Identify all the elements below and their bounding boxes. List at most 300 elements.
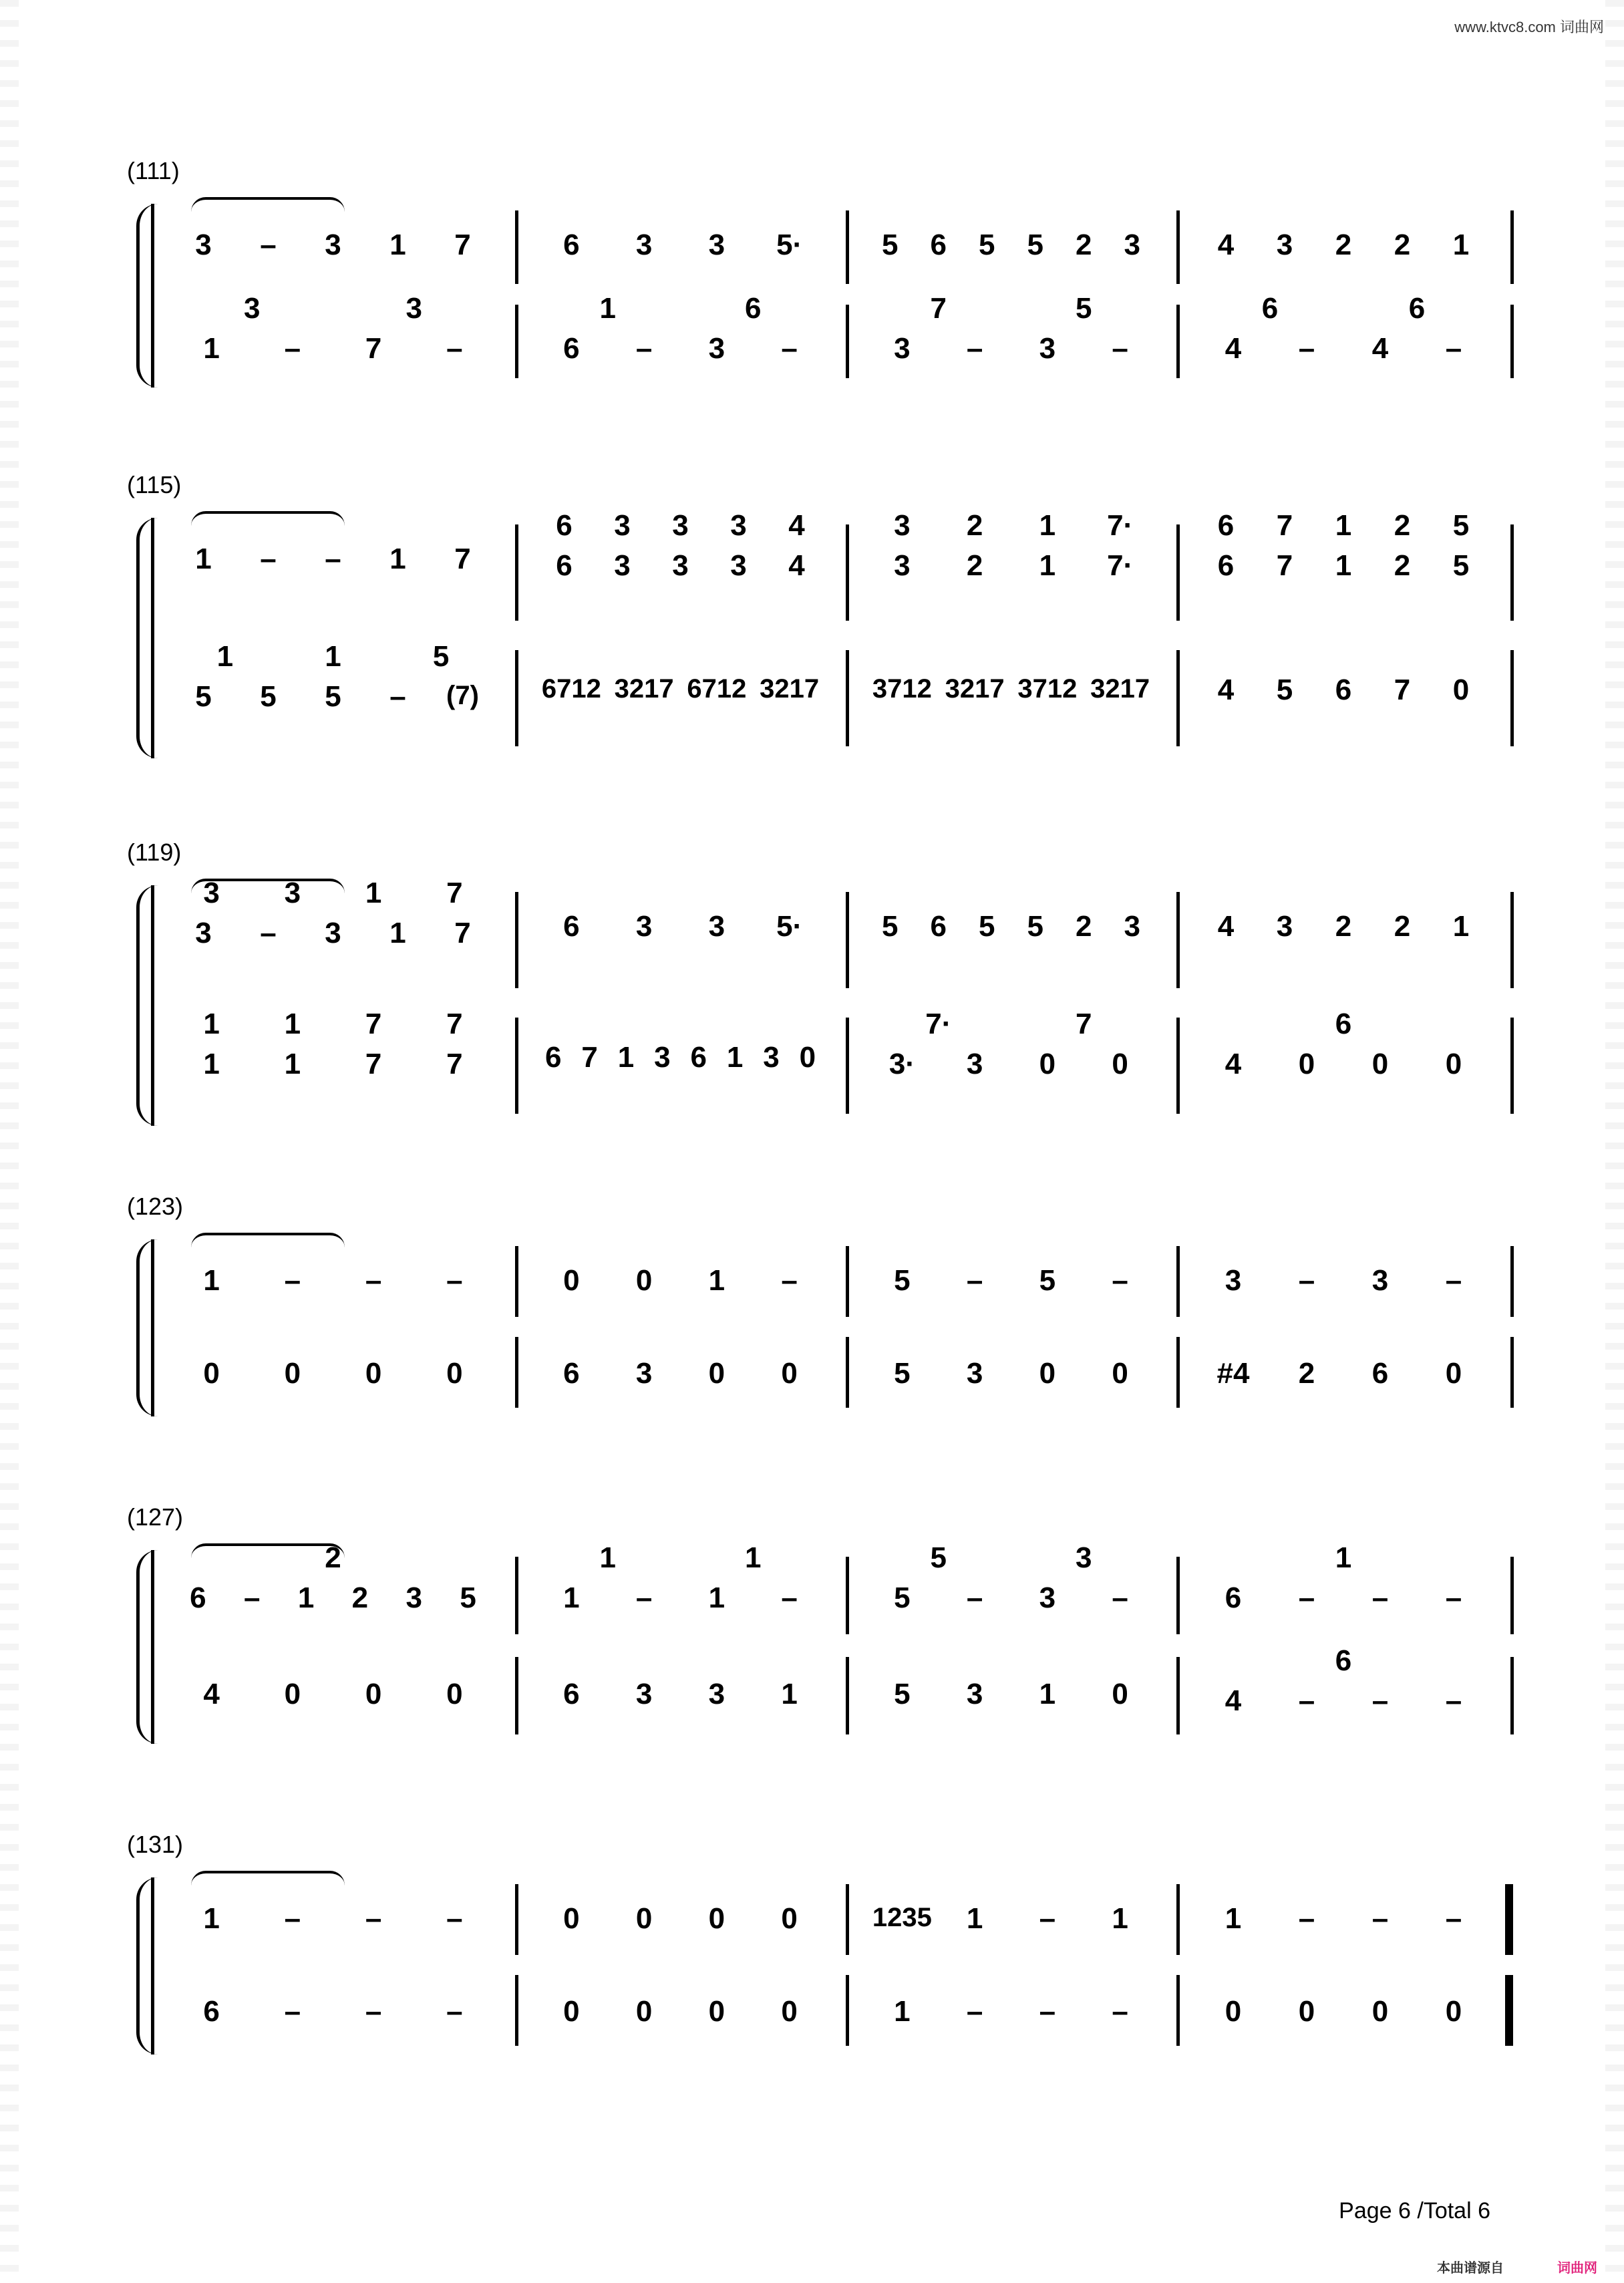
- left-margin-strip: [0, 0, 19, 2283]
- note: –: [1112, 1581, 1128, 1614]
- grand-staff: [151, 1541, 1510, 1744]
- note: 5: [894, 1678, 911, 1710]
- note: 0: [781, 1357, 798, 1390]
- system-barline: [151, 204, 154, 388]
- note: 3·: [888, 1048, 915, 1080]
- note: 7: [581, 1041, 598, 1074]
- note: 0: [708, 1995, 725, 2028]
- note: 3: [672, 549, 689, 582]
- note: 1: [745, 1541, 762, 1574]
- note: 7: [1076, 1008, 1092, 1040]
- note: 4: [1371, 332, 1389, 365]
- note: –: [446, 1995, 463, 2028]
- note: 4: [1225, 1684, 1242, 1717]
- note: 7·: [1107, 549, 1134, 582]
- system-1: [127, 157, 1510, 394]
- note: –: [1445, 1581, 1462, 1614]
- note: 0: [563, 1902, 580, 1935]
- note: 3: [763, 1041, 780, 1074]
- right-margin-strip: [1605, 0, 1624, 2283]
- note: 5: [979, 229, 995, 261]
- barline: [1176, 892, 1180, 988]
- barline: [846, 1018, 849, 1114]
- note: –: [389, 680, 406, 713]
- note: 3: [635, 1678, 653, 1710]
- system-3: [127, 839, 1510, 1132]
- note: –: [365, 1995, 382, 2028]
- note: 4: [1217, 673, 1235, 706]
- note: –: [635, 1581, 653, 1614]
- note: 5: [894, 1357, 911, 1390]
- barline: [846, 1884, 849, 1955]
- note: –: [325, 543, 341, 575]
- system-barline: [151, 885, 154, 1126]
- barline: [1176, 1884, 1180, 1955]
- note: 1: [203, 332, 220, 365]
- note: 4: [788, 509, 805, 542]
- note: 2: [1394, 509, 1411, 542]
- note: –: [1039, 1995, 1056, 2028]
- note: 2: [351, 1581, 369, 1614]
- slur: [191, 1871, 345, 1885]
- barline: [846, 1337, 849, 1408]
- note: –: [1298, 1684, 1315, 1717]
- note: 1: [726, 1041, 744, 1074]
- note: 5: [460, 1581, 476, 1614]
- note: 5: [1452, 509, 1470, 542]
- note: –: [1112, 1264, 1128, 1297]
- barline: [515, 1337, 518, 1408]
- note: 0: [1298, 1048, 1315, 1080]
- note: 2: [1298, 1357, 1315, 1390]
- note: 6: [1335, 673, 1352, 706]
- note: –: [966, 1995, 983, 2028]
- note: 4: [1217, 910, 1235, 943]
- measure-number: (123): [127, 1193, 184, 1220]
- note: 0: [1112, 1048, 1128, 1080]
- note: 3217: [945, 674, 1005, 704]
- measure-number: (131): [127, 1831, 184, 1858]
- measure-number: (111): [127, 157, 180, 184]
- note: 1: [389, 229, 406, 261]
- note: 0: [1298, 1995, 1315, 2028]
- note: 3: [730, 549, 747, 582]
- note: –: [966, 1581, 983, 1614]
- note: 0: [1039, 1357, 1056, 1390]
- note: 1235: [872, 1903, 932, 1932]
- barline: [515, 892, 518, 988]
- note: 1: [1452, 229, 1470, 261]
- note: 1: [781, 1678, 798, 1710]
- note: 6: [203, 1995, 220, 2028]
- barline: [515, 524, 518, 621]
- note: 5: [882, 229, 899, 261]
- note: 0: [1039, 1048, 1056, 1080]
- note: 0: [799, 1041, 816, 1074]
- barline: [1510, 210, 1514, 284]
- note: 1: [365, 877, 382, 909]
- note: 7: [454, 543, 471, 575]
- barline: [846, 524, 849, 621]
- note: 0: [446, 1678, 463, 1710]
- note: 3: [405, 1581, 422, 1614]
- note: 0: [563, 1264, 580, 1297]
- barline: [1176, 1246, 1180, 1317]
- barline: [1510, 1557, 1514, 1634]
- grand-staff: [151, 509, 1510, 758]
- note: 3: [730, 509, 747, 542]
- note: 1: [894, 1995, 911, 2028]
- source-site-label: 词曲网: [1557, 2261, 1597, 2276]
- note: 6: [1335, 1644, 1352, 1677]
- note: –: [781, 1581, 798, 1614]
- note: 7·: [1107, 509, 1134, 542]
- note: 4: [1225, 332, 1242, 365]
- note: 1: [203, 1008, 220, 1040]
- grand-staff: [151, 204, 1510, 388]
- note: –: [260, 917, 277, 949]
- note: 2: [1335, 910, 1352, 943]
- note: 1: [203, 1048, 220, 1080]
- note: 5: [979, 910, 995, 943]
- note: 0: [446, 1357, 463, 1390]
- note: 3: [1076, 1541, 1092, 1574]
- note: 1: [389, 917, 406, 949]
- note: 3: [635, 910, 653, 943]
- barline: [1176, 1337, 1180, 1408]
- note: 6: [563, 229, 580, 261]
- note: 5·: [776, 910, 803, 943]
- note: 7: [365, 332, 382, 365]
- note: 1: [325, 640, 341, 673]
- note: 1: [1335, 1541, 1352, 1574]
- slur: [191, 879, 345, 893]
- note: 3: [1276, 229, 1293, 261]
- note: –: [781, 332, 798, 365]
- note: 3: [708, 1678, 725, 1710]
- note: –: [781, 1264, 798, 1297]
- note: 3: [1039, 1581, 1056, 1614]
- barline: [1176, 305, 1180, 378]
- barline: [1176, 1557, 1180, 1634]
- note: 3: [203, 877, 220, 909]
- note: –: [1445, 1264, 1462, 1297]
- note: 7: [446, 1048, 463, 1080]
- note: 7: [454, 229, 471, 261]
- measure-number: (115): [127, 471, 182, 498]
- note: 3: [1124, 910, 1140, 943]
- barline: [515, 210, 518, 284]
- note: 2: [1394, 229, 1411, 261]
- note: –: [966, 332, 983, 365]
- note: 7: [1276, 549, 1293, 582]
- note: –: [284, 332, 301, 365]
- note: 7: [1394, 673, 1411, 706]
- note: 0: [203, 1357, 220, 1390]
- note: 0: [365, 1678, 382, 1710]
- note: 5: [1276, 673, 1293, 706]
- note: 5: [1076, 292, 1092, 325]
- note: 0: [708, 1902, 725, 1935]
- barline: [1510, 1018, 1514, 1114]
- note: 3: [672, 509, 689, 542]
- slur: [191, 1543, 345, 1558]
- note: 3: [325, 229, 341, 261]
- note: –: [284, 1264, 301, 1297]
- barline: [1510, 892, 1514, 988]
- note: 4: [788, 549, 805, 582]
- note: –: [966, 1264, 983, 1297]
- barline: [515, 1246, 518, 1317]
- note: –: [1445, 1902, 1462, 1935]
- note: 6: [190, 1581, 206, 1614]
- system-barline: [151, 1877, 154, 2054]
- slur: [191, 197, 345, 212]
- grand-staff: [151, 1239, 1510, 1416]
- note: 6: [690, 1041, 707, 1074]
- note: 1: [1039, 509, 1056, 542]
- note: 6: [745, 292, 762, 325]
- note: 6: [563, 1357, 580, 1390]
- grand-staff: [151, 877, 1510, 1126]
- note: –: [1039, 1902, 1056, 1935]
- note: 3: [708, 332, 725, 365]
- note: 1: [708, 1581, 725, 1614]
- note: #4: [1216, 1357, 1250, 1390]
- note: 5: [260, 680, 277, 713]
- note: 2: [1076, 910, 1092, 943]
- note: 4: [1225, 1048, 1242, 1080]
- note: 2: [1076, 229, 1092, 261]
- note: 1: [297, 1581, 315, 1614]
- note: 7: [454, 917, 471, 949]
- note: 5: [195, 680, 212, 713]
- note: 3: [1371, 1264, 1389, 1297]
- note: 2: [1394, 549, 1411, 582]
- barline: [515, 1557, 518, 1634]
- note: 6: [1217, 549, 1235, 582]
- note: 1: [1335, 509, 1352, 542]
- note: 6: [544, 1041, 562, 1074]
- note: 5: [894, 1581, 911, 1614]
- note: 6712: [687, 674, 747, 704]
- note: 3: [708, 910, 725, 943]
- site-header: www.ktvc8.com 词曲网: [1454, 19, 1604, 35]
- note: –: [1112, 1995, 1128, 2028]
- note: 0: [781, 1995, 798, 2028]
- note: –: [1371, 1581, 1389, 1614]
- note: 3: [966, 1048, 983, 1080]
- barline: [1176, 1975, 1180, 2046]
- barline: [1176, 1657, 1180, 1734]
- note: 6712: [541, 674, 601, 704]
- note: 1: [599, 1541, 616, 1574]
- barline: [846, 1246, 849, 1317]
- barline: [1505, 1884, 1513, 1955]
- barline: [1176, 650, 1180, 746]
- note: 3217: [760, 674, 820, 704]
- note: 0: [1112, 1678, 1128, 1710]
- note: 3: [654, 1041, 671, 1074]
- note: 0: [1112, 1357, 1128, 1390]
- system-2: [127, 471, 1510, 765]
- note: 6: [556, 509, 573, 542]
- note: 1: [1039, 1678, 1056, 1710]
- barline: [846, 1657, 849, 1734]
- note: 3712: [872, 674, 932, 704]
- note: 1: [389, 543, 406, 575]
- note: 5: [432, 640, 450, 673]
- note: 7: [446, 877, 463, 909]
- note: 1: [599, 292, 616, 325]
- note: 5·: [776, 229, 803, 261]
- note: 1: [563, 1581, 580, 1614]
- note: 6: [556, 549, 573, 582]
- note: –: [284, 1902, 301, 1935]
- note: 3: [195, 229, 212, 261]
- note: –: [1445, 332, 1462, 365]
- barline: [846, 305, 849, 378]
- note: 1: [708, 1264, 725, 1297]
- note: 5: [882, 910, 899, 943]
- note: 3: [894, 509, 911, 542]
- barline: [846, 892, 849, 988]
- note: 4: [203, 1678, 220, 1710]
- note: 0: [1371, 1048, 1389, 1080]
- barline: [1510, 650, 1514, 746]
- note: 6: [1217, 509, 1235, 542]
- note: –: [635, 332, 653, 365]
- note: 2: [1335, 229, 1352, 261]
- note: 7: [365, 1048, 382, 1080]
- note: –: [365, 1264, 382, 1297]
- note: 1: [1335, 549, 1352, 582]
- note: 6: [1261, 292, 1279, 325]
- note: 6: [930, 229, 947, 261]
- note: 0: [1452, 673, 1470, 706]
- note: –: [1298, 332, 1315, 365]
- note: 7: [446, 1008, 463, 1040]
- system-barline: [151, 1550, 154, 1744]
- slur: [191, 511, 345, 526]
- note: 0: [708, 1357, 725, 1390]
- note: 1: [284, 1008, 301, 1040]
- barline: [1510, 1657, 1514, 1734]
- barline: [515, 1975, 518, 2046]
- barline: [1505, 1975, 1513, 2046]
- note: 3: [1225, 1264, 1242, 1297]
- barline: [846, 1557, 849, 1634]
- system-barline: [151, 1239, 154, 1416]
- barline: [515, 1657, 518, 1734]
- barline: [515, 1018, 518, 1114]
- note: 0: [284, 1357, 301, 1390]
- note: 3: [1124, 229, 1140, 261]
- note: 3: [405, 292, 422, 325]
- note: 3: [244, 292, 261, 325]
- note: 1: [203, 1264, 220, 1297]
- system-barline: [151, 518, 154, 758]
- barline: [1510, 524, 1514, 621]
- barline: [515, 305, 518, 378]
- note: 0: [635, 1264, 653, 1297]
- note: 3: [195, 917, 212, 949]
- note: –: [244, 1581, 261, 1614]
- barline: [846, 1975, 849, 2046]
- note: 5: [894, 1264, 911, 1297]
- note: 6: [1408, 292, 1426, 325]
- note: 0: [1225, 1995, 1242, 2028]
- note: –: [446, 332, 463, 365]
- note: –: [260, 543, 277, 575]
- note: –: [1298, 1581, 1315, 1614]
- note: 3: [894, 332, 911, 365]
- note: –: [365, 1902, 382, 1935]
- barline: [1176, 210, 1180, 284]
- system-4: [127, 1193, 1510, 1423]
- note: 1: [617, 1041, 635, 1074]
- note: 3712: [1017, 674, 1078, 704]
- note: 0: [1445, 1357, 1462, 1390]
- barline: [1176, 1018, 1180, 1114]
- note: 3: [635, 229, 653, 261]
- measure-number: (119): [127, 839, 182, 866]
- measure-number: (127): [127, 1503, 184, 1531]
- note: 3: [708, 229, 725, 261]
- note: 2: [1394, 910, 1411, 943]
- note: 3217: [614, 674, 674, 704]
- note: 0: [635, 1902, 653, 1935]
- note: 0: [1445, 1995, 1462, 2028]
- note: 3: [966, 1678, 983, 1710]
- note: –: [1371, 1684, 1389, 1717]
- note: –: [1298, 1264, 1315, 1297]
- note: 7·: [925, 1008, 952, 1040]
- note: 6: [1371, 1357, 1389, 1390]
- note: 1: [203, 1902, 220, 1935]
- note: 1: [1112, 1902, 1128, 1935]
- note: 5: [1027, 229, 1043, 261]
- note: 0: [365, 1357, 382, 1390]
- barline: [1510, 1337, 1514, 1408]
- note: 1: [966, 1902, 983, 1935]
- note: 4: [1217, 229, 1235, 261]
- note: 7: [930, 292, 947, 325]
- note: 3: [614, 549, 631, 582]
- grand-staff: [151, 1877, 1510, 2054]
- note: 1: [1039, 549, 1056, 582]
- barline: [846, 650, 849, 746]
- note: –: [1371, 1902, 1389, 1935]
- note: 1: [1225, 1902, 1242, 1935]
- note: 6: [563, 910, 580, 943]
- note: 1: [195, 543, 212, 575]
- page-number: Page 6 /Total 6: [1339, 2198, 1490, 2224]
- note: 0: [781, 1902, 798, 1935]
- note: –: [284, 1995, 301, 2028]
- note: 3: [966, 1357, 983, 1390]
- note: 6: [930, 910, 947, 943]
- note: 3: [894, 549, 911, 582]
- system-6: [127, 1831, 1510, 2061]
- source-label: 本曲谱源自: [1437, 2261, 1504, 2276]
- note: 7: [1276, 509, 1293, 542]
- note: 3: [635, 1357, 653, 1390]
- note: 5: [1039, 1264, 1056, 1297]
- slur: [191, 1233, 345, 1247]
- note: 6: [563, 332, 580, 365]
- barline: [846, 210, 849, 284]
